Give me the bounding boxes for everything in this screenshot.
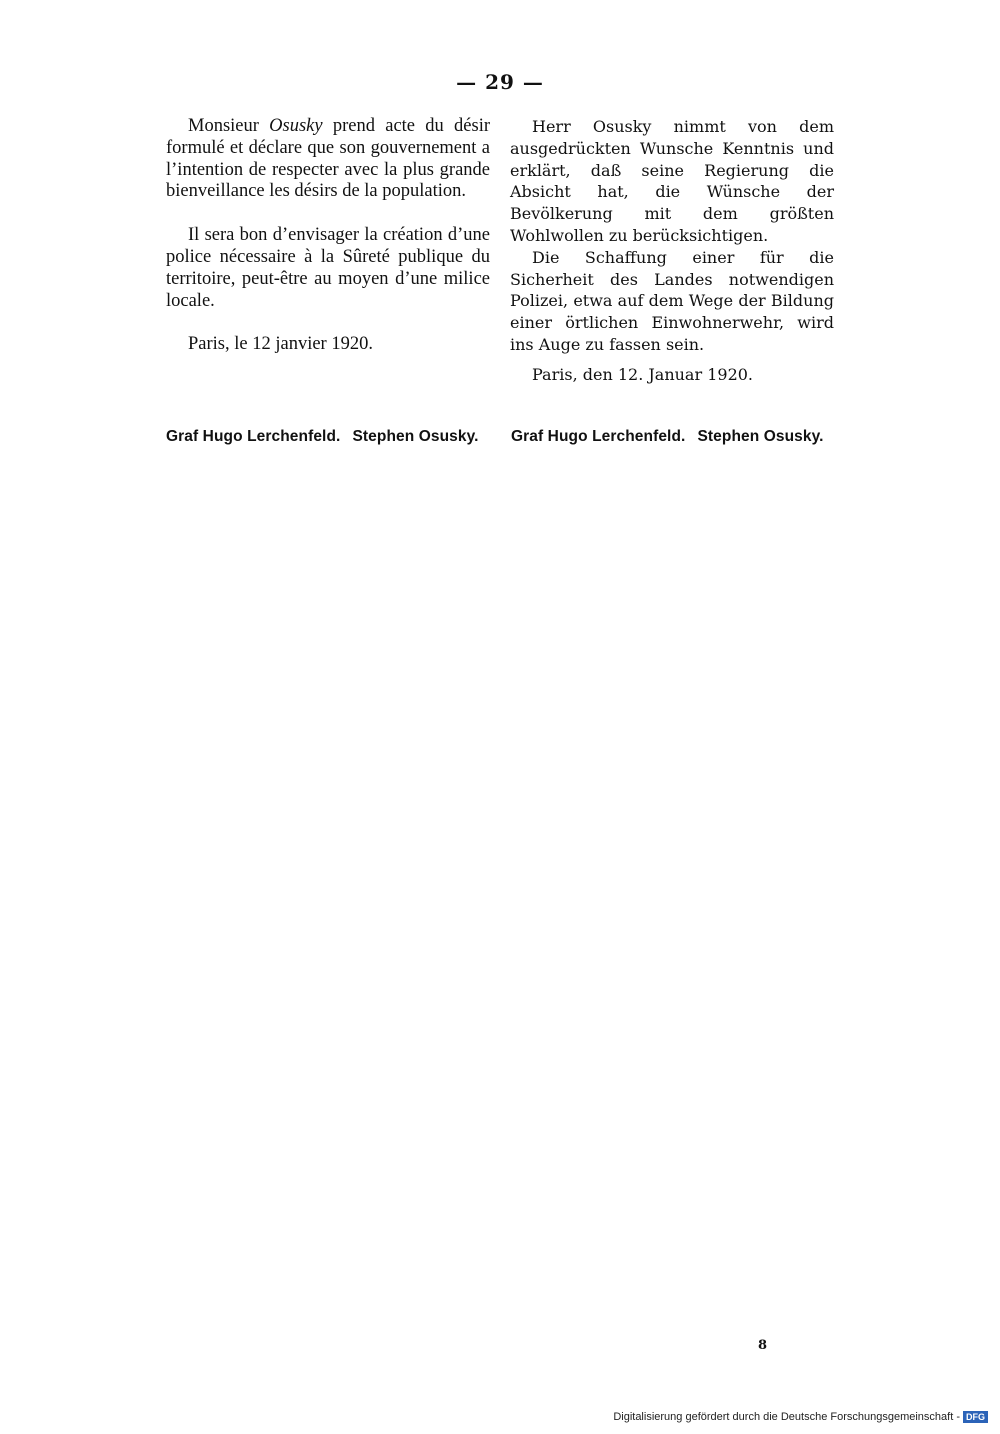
french-signatures bbox=[166, 428, 479, 446]
german-signature-lerchenfeld: Graf Hugo Lerchenfeld. bbox=[511, 428, 686, 445]
german-paragraph-1: Herr Osusky nimmt von dem ausgedrückten Wunsche Kenntnis und erklärt, daß seine Regierung die Absicht hat, die Wünsche der Bevölkerung mit dem größten Wohlwollen zu berücksichtigen. bbox=[510, 117, 834, 245]
french-paragraph-1 bbox=[166, 116, 490, 203]
french-dateline: Paris, le 12 janvier 1920. bbox=[188, 334, 373, 355]
sheet-mark: 8 bbox=[758, 1338, 768, 1353]
french-signature-lerchenfeld: Graf Hugo Lerchenfeld. bbox=[166, 428, 341, 445]
german-dateline: Paris, den 12. Januar 1920. bbox=[532, 364, 754, 384]
french-paragraph-1-rest: prend acte du désir formulé et déclare que son gouvernement a l’intention de respecter avec la plus grande bienveillance les désirs de la population. bbox=[166, 116, 490, 202]
french-paragraph-2: Il sera bon d’envisager la création d’une police nécessaire à la Sûreté publique du territoire, peut-être au moyen d’une milice locale. bbox=[166, 225, 490, 311]
french-signature-osusky: Stephen Osusky. bbox=[352, 428, 479, 445]
french-column bbox=[166, 116, 490, 356]
german-column bbox=[510, 116, 834, 386]
german-paragraph-2: Die Schaffung einer für die Sicherheit des Landes notwendigen Polizei, etwa auf dem Wege der Bildung einer örtlichen Einwohnerwehr, wird ins Auge zu fassen sein. bbox=[510, 247, 834, 354]
german-signature-osusky: Stephen Osusky. bbox=[697, 428, 824, 445]
french-paragraph-1-name: Osusky bbox=[269, 116, 323, 136]
french-paragraph-1-start: Monsieur bbox=[188, 116, 270, 136]
dfg-logo-icon: DFG bbox=[963, 1411, 988, 1423]
digitization-footer bbox=[613, 1411, 988, 1423]
page-number: — 29 — bbox=[456, 70, 544, 94]
german-signatures bbox=[511, 428, 824, 446]
footer-text: Digitalisierung gefördert durch die Deutsche Forschungsgemeinschaft - bbox=[613, 1411, 960, 1423]
